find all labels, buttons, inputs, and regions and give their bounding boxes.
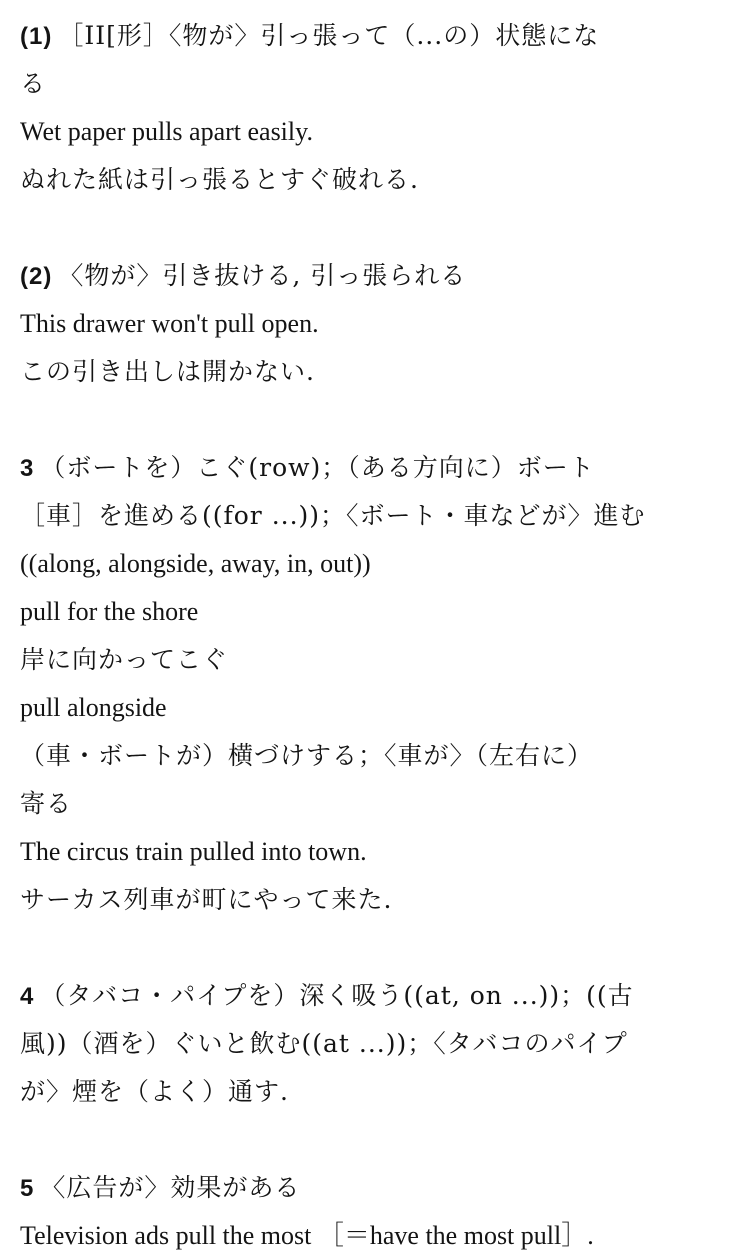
sense-entry-5 xyxy=(20,1164,732,1260)
spacer xyxy=(20,396,732,444)
sense-heading xyxy=(20,12,732,60)
example-japanese: （車・ボートが）横づけする；〈車が〉（左右に） xyxy=(20,741,594,770)
example-english: pull alongside xyxy=(20,693,167,722)
sense-heading xyxy=(20,444,732,492)
example-japanese: 岸に向かってこぐ xyxy=(20,645,229,674)
sense-entry-1 xyxy=(20,12,732,204)
spacer xyxy=(20,1116,732,1164)
sense-entry-2 xyxy=(20,252,732,396)
sense-heading-continued: る xyxy=(20,69,47,98)
sense-heading-continued: ((along, alongside, away, in, out)) xyxy=(20,549,371,578)
example-english: This drawer won't pull open. xyxy=(20,309,319,338)
sense-heading-text: （ボートを）こぐ(row)；（ある方向に）ボート xyxy=(40,453,595,482)
sense-heading-text: 〈物が〉引き抜ける, 引っ張られる xyxy=(58,261,467,290)
sense-number: 4 xyxy=(20,983,35,1010)
sense-heading-text: 〈広告が〉効果がある xyxy=(40,1173,301,1202)
spacer xyxy=(20,924,732,972)
sense-entry-4 xyxy=(20,972,732,1116)
example-english: Wet paper pulls apart easily. xyxy=(20,117,313,146)
sense-heading-continued: 風))（酒を）ぐいと飲む((at ...))；〈タバコのパイプ xyxy=(20,1029,628,1058)
sense-number: 5 xyxy=(20,1175,35,1202)
spacer xyxy=(20,204,732,252)
sense-number: 3 xyxy=(20,455,35,482)
sense-number: (2) xyxy=(20,263,53,290)
sense-heading-continued: が〉煙を（よく）通す. xyxy=(20,1077,289,1106)
dictionary-page xyxy=(20,12,732,1260)
example-japanese-continued: 寄る xyxy=(20,789,73,818)
sense-heading xyxy=(20,252,732,300)
example-english: pull for the shore xyxy=(20,597,199,626)
example-japanese: サーカス列車が町にやって来た. xyxy=(20,885,393,914)
example-english: The circus train pulled into town. xyxy=(20,837,367,866)
example-english: Television ads pull the most ［＝have the most pull］. xyxy=(20,1221,594,1250)
example-japanese: この引き出しは開かない. xyxy=(20,357,315,386)
sense-heading xyxy=(20,1164,732,1212)
example-japanese: ぬれた紙は引っ張るとすぐ破れる. xyxy=(20,165,419,194)
sense-heading-continued: ［車］を進める((for ...))；〈ボート・車などが〉進む xyxy=(20,501,646,530)
sense-entry-3 xyxy=(20,444,732,924)
sense-heading xyxy=(20,972,732,1020)
sense-heading-text: ［II[形］〈物が〉引っ張って（...の）状態にな xyxy=(58,21,600,50)
sense-heading-text: （タバコ・パイプを）深く吸う((at, on ...))；((古 xyxy=(40,981,634,1010)
sense-number: (1) xyxy=(20,23,53,50)
